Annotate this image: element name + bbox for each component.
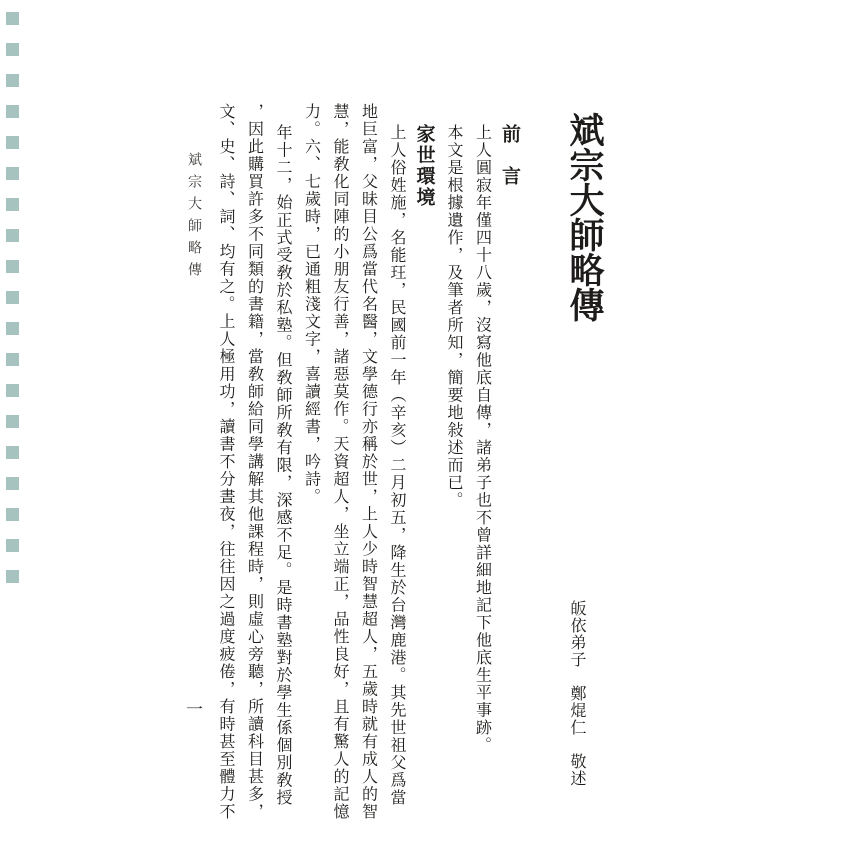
section-heading: 前 言: [499, 124, 520, 187]
page-number: 一: [186, 700, 203, 719]
edge-marker: [6, 105, 19, 118]
text-column: ，因此購買許多不同類的書籍，當敎師給同學講解其他課程時，則虛心旁聽，所讀科目甚多，: [245, 103, 263, 821]
edge-marker: [6, 353, 19, 366]
edge-marker: [6, 229, 19, 242]
edge-marker: [6, 539, 19, 552]
edge-marker: [6, 291, 19, 304]
edge-marker: [6, 508, 19, 521]
text-column: 年十二，始正式受敎於私塾。但敎師所敎有限，深感不足。是時書塾對於學生係個別敎授: [274, 124, 291, 807]
text-column: 文、史、詩、詞、均有之。上人極用功，讀書不分晝夜，往往因之過度疲倦，有時甚至體力不: [217, 103, 234, 821]
edge-marker: [6, 384, 19, 397]
edge-marker: [6, 74, 19, 87]
edge-marker: [6, 12, 19, 25]
edge-marker: [6, 43, 19, 56]
edge-marker: [6, 167, 19, 180]
edge-marker: [6, 260, 19, 273]
edge-marker: [6, 415, 19, 428]
page-title: 斌宗大師略傳: [565, 112, 604, 322]
edge-marker: [6, 322, 19, 335]
edge-marker: [6, 136, 19, 149]
text-column: 慧，能敎化同陣的小朋友行善，諸惡莫作。天資超人，坐立端正，品性良好，且有驚人的記憶: [331, 103, 348, 821]
text-column: 上人俗姓施，名能玨，民國前一年（辛亥）二月初五，降生於台灣鹿港。其先世祖父爲當: [388, 124, 405, 807]
text-column: 上人圓寂年僅四十八歲，沒寫他底自傳，諸弟子也不曾詳細地記下他底生平事跡。: [473, 124, 491, 754]
text-column: 地巨富，父昧目公爲當代名醫，文學德行亦稱於世，上人少時智慧超人，五歲時就有成人的智: [359, 103, 377, 821]
text-column: 力。六、七歲時，已通粗淺文字，喜讀經書，吟詩。: [302, 103, 320, 506]
attribution-line: 皈依弟子 鄭焜仁 敬述: [568, 600, 585, 787]
spine-running-title: 斌宗大師略傳: [186, 152, 201, 284]
edge-marker: [6, 198, 19, 211]
edge-marker: [6, 477, 19, 490]
edge-marker: [6, 446, 19, 459]
text-column: 本文是根據遺作，及筆者所知，簡要地敍述而已。: [445, 124, 462, 509]
section-heading: 家世環境: [413, 124, 435, 208]
edge-marker: [6, 570, 19, 583]
